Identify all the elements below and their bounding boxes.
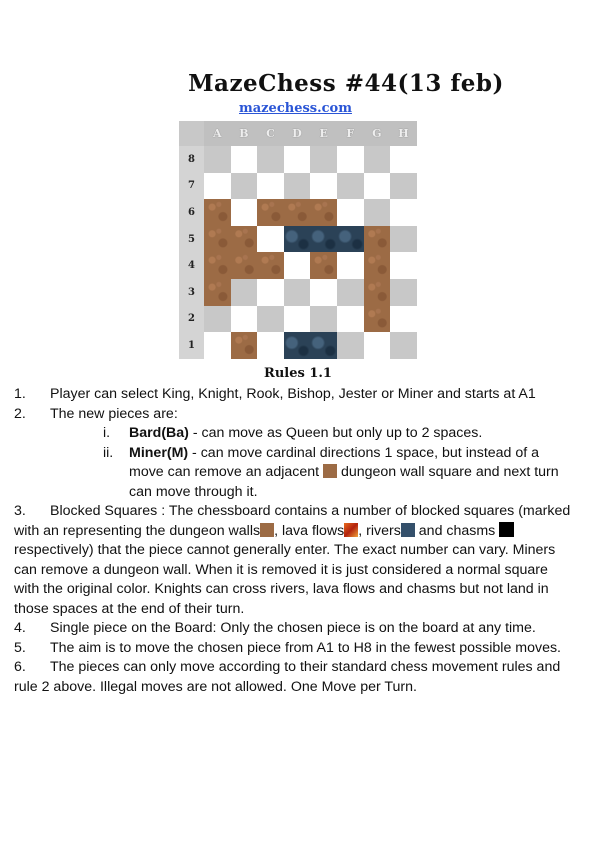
square[interactable] [337, 279, 364, 306]
square[interactable] [337, 199, 364, 226]
rule-text: Player can select King, Knight, Rook, Bishop, Jester or Miner and starts at A1 [50, 386, 536, 402]
square[interactable] [390, 279, 417, 306]
square-river[interactable] [310, 226, 337, 253]
subrule-number: ii. [103, 444, 114, 461]
square[interactable] [364, 146, 391, 173]
river-icon [401, 523, 415, 537]
file-label: A [204, 121, 231, 146]
square[interactable] [204, 332, 231, 359]
square[interactable] [337, 146, 364, 173]
square-wall[interactable] [231, 226, 258, 253]
board-corner [179, 121, 204, 146]
rank-label: 8 [179, 146, 204, 173]
square[interactable] [257, 226, 284, 253]
square-wall[interactable] [257, 199, 284, 226]
chessboard [179, 121, 417, 359]
square[interactable] [390, 226, 417, 253]
rule-text: , rivers [358, 522, 401, 539]
rule-5 [14, 639, 574, 659]
square[interactable] [390, 146, 417, 173]
rule-2 [14, 405, 574, 425]
square[interactable] [257, 173, 284, 200]
square-wall[interactable] [204, 199, 231, 226]
piece-name-bard: Bard(Ba) [129, 425, 189, 441]
square[interactable] [231, 279, 258, 306]
square[interactable] [284, 173, 311, 200]
square[interactable] [390, 173, 417, 200]
piece-name-miner: Miner(M) [129, 444, 189, 461]
square-wall[interactable] [364, 226, 391, 253]
square-river[interactable] [310, 332, 337, 359]
rank-label: 4 [179, 252, 204, 279]
rule-2-i [14, 424, 574, 444]
rank-label: 7 [179, 173, 204, 200]
rule-text: , lava flows [274, 522, 345, 539]
rank-label: 5 [179, 226, 204, 253]
rank-label: 3 [179, 279, 204, 306]
square-wall[interactable] [231, 252, 258, 279]
square-wall[interactable] [310, 199, 337, 226]
square[interactable] [310, 279, 337, 306]
rule-number: 6. [14, 659, 26, 675]
square[interactable] [337, 252, 364, 279]
file-label: B [231, 121, 258, 146]
square[interactable] [310, 306, 337, 333]
square[interactable] [204, 146, 231, 173]
rule-4 [14, 619, 574, 639]
square-wall[interactable] [257, 252, 284, 279]
rule-1 [14, 385, 574, 405]
square[interactable] [310, 173, 337, 200]
rank-label: 1 [179, 332, 204, 359]
file-label: F [337, 121, 364, 146]
square[interactable] [364, 199, 391, 226]
subrule-text: - can move cardinal directions 1 space, but instead of a move can remove an adjacent [129, 444, 540, 480]
dungeon-wall-icon [260, 523, 274, 537]
rule-text: and chasms [414, 522, 500, 539]
square-river[interactable] [284, 226, 311, 253]
rule-number: 3. [14, 503, 26, 519]
square-wall[interactable] [364, 279, 391, 306]
file-label: E [310, 121, 337, 146]
square[interactable] [364, 173, 391, 200]
square-wall[interactable] [310, 252, 337, 279]
rule-text: Single piece on the Board: Only the chosen piece is on the board at any time. [50, 620, 536, 636]
square[interactable] [284, 306, 311, 333]
square[interactable] [284, 279, 311, 306]
square-river[interactable] [284, 332, 311, 359]
dungeon-wall-icon [323, 464, 337, 478]
square[interactable] [231, 173, 258, 200]
file-label: C [257, 121, 284, 146]
square[interactable] [204, 306, 231, 333]
site-link[interactable]: mazechess.com [239, 101, 352, 116]
square[interactable] [337, 332, 364, 359]
square-wall[interactable] [204, 226, 231, 253]
rule-text: The pieces can only move according to their standard chess movement rules and rule 2 above. Illegal moves are not allowed. One Move per Turn. [14, 659, 561, 695]
square[interactable] [390, 199, 417, 226]
square[interactable] [390, 332, 417, 359]
chasm-icon [499, 522, 514, 537]
rules-heading: Rules 1.1 [264, 366, 332, 381]
file-label: D [284, 121, 311, 146]
square[interactable] [231, 306, 258, 333]
square[interactable] [257, 279, 284, 306]
rule-text: Blocked Squares : The chessboard contains a number of blocked squares (marked with an representing the dungeon walls [14, 503, 571, 539]
square[interactable] [231, 146, 258, 173]
rule-2-ii [14, 444, 574, 503]
rule-number: 2. [14, 405, 26, 422]
subrule-number: i. [103, 425, 111, 441]
square-wall[interactable] [284, 199, 311, 226]
square[interactable] [257, 332, 284, 359]
page-title: MazeChess #44(13 feb) [188, 70, 504, 97]
square[interactable] [284, 252, 311, 279]
square-wall[interactable] [204, 279, 231, 306]
rank-label: 2 [179, 306, 204, 333]
rule-text: The new pieces are: [50, 405, 178, 422]
square[interactable] [231, 199, 258, 226]
rule-text: The aim is to move the chosen piece from A1 to H8 in the fewest possible moves. [50, 639, 561, 656]
square[interactable] [284, 146, 311, 173]
subrule-text: - can move as Queen but only up to 2 spaces. [188, 425, 483, 441]
rules-list [14, 385, 574, 697]
square[interactable] [390, 252, 417, 279]
square[interactable] [337, 306, 364, 333]
square[interactable] [337, 173, 364, 200]
square-wall[interactable] [364, 306, 391, 333]
square[interactable] [204, 173, 231, 200]
rank-label: 6 [179, 199, 204, 226]
rule-number: 4. [14, 620, 26, 636]
lava-flow-icon [344, 523, 358, 537]
square[interactable] [257, 306, 284, 333]
square[interactable] [390, 306, 417, 333]
square[interactable] [364, 332, 391, 359]
rule-6 [14, 658, 574, 697]
rule-text: respectively) that the piece cannot generally enter. The exact number can vary. Miners can remove a dungeon wall. When it is removed it is just considered a normal square with the original color. Knights can cross rivers, lava flows and chasms but not land in those spaces at the end of their turn. [14, 542, 556, 617]
rule-3 [14, 502, 574, 619]
square-river[interactable] [337, 226, 364, 253]
file-label: H [390, 121, 417, 146]
file-label: G [364, 121, 391, 146]
square[interactable] [257, 146, 284, 173]
subrule-text: dungeon wall square and next turn can move through it. [129, 464, 559, 500]
square[interactable] [310, 146, 337, 173]
rule-number: 5. [14, 639, 26, 656]
square-wall[interactable] [231, 332, 258, 359]
square-wall[interactable] [364, 252, 391, 279]
square-wall[interactable] [204, 252, 231, 279]
rule-number: 1. [14, 386, 26, 402]
